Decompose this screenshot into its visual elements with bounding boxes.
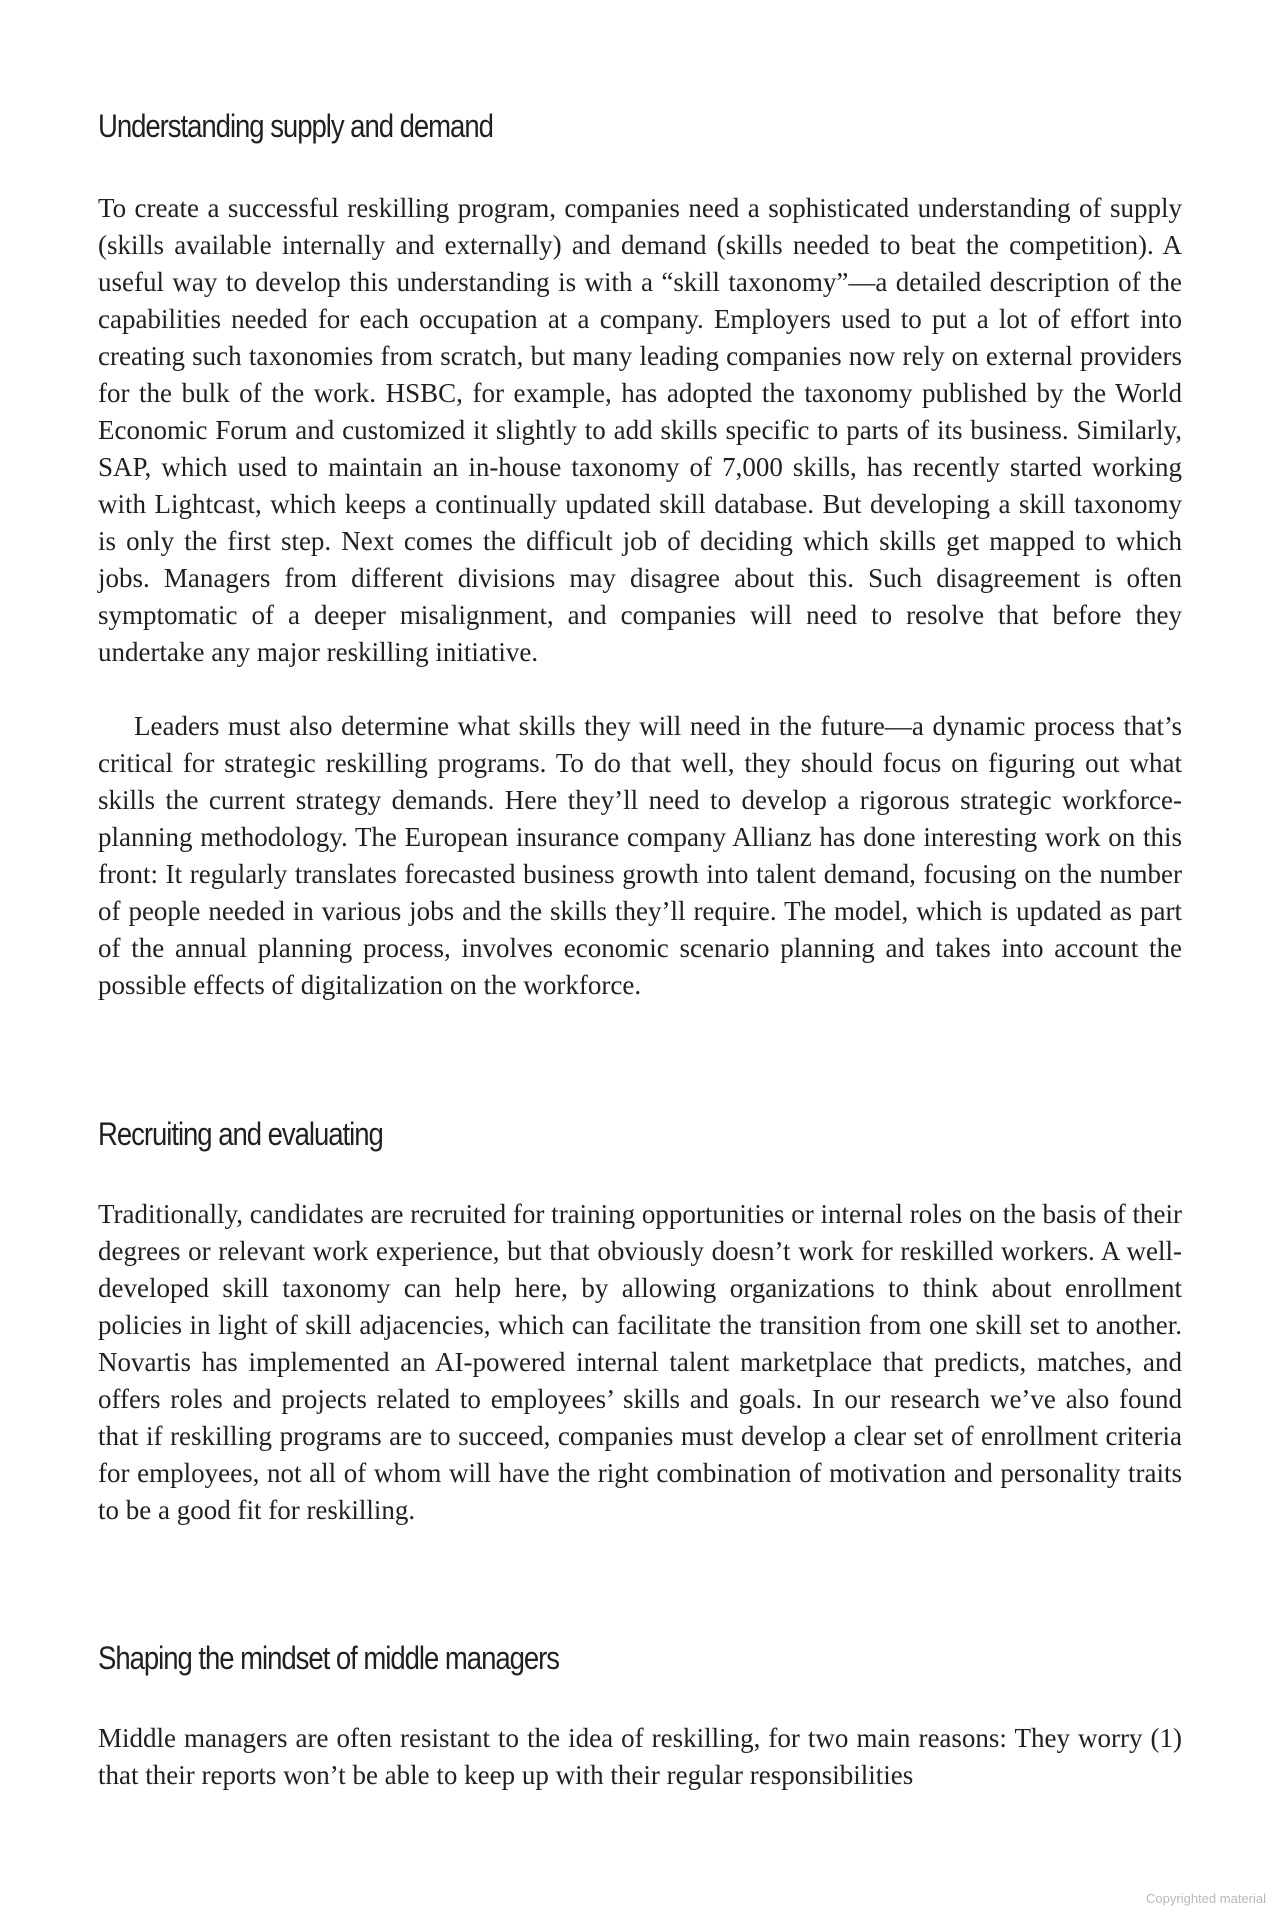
body-paragraph: Leaders must also determine what skills they will need in the future—a dynamic process that’s critical for strategic reskilling programs. To do that well, they should focus on figuring out what skills the current strategy demands. Here they’ll need to develop a rigorous strategic workforce-planning methodology. The European insurance company Allianz has done interesting work on this front: It regularly translates forecasted business growth into talent demand, focusing on the number of people needed in various jobs and the skills they’ll require. The model, which is updated as part of the annual planning process, involves economic scenario planning and takes into account the possible effects of digitalization on the workforce. [98,711,1182,1000]
body-paragraph: Middle managers are often resistant to the idea of reskilling, for two main reasons: They worry (1) that their reports won’t be able to keep up with their regular responsibilities [98,1723,1182,1790]
section-heading-supply-demand: Understanding supply and demand [98,108,493,144]
copyright-watermark: Copyrighted material [1146,1891,1266,1906]
body-paragraph: Traditionally, candidates are recruited for training opportunities or internal roles on the basis of their degrees or relevant work experience, but that obviously doesn’t work for reskilled workers. A well-developed skill taxonomy can help here, by allowing organizations to think about enrollment policies in light of skill adjacencies, which can facilitate the transition from one skill set to another. Novartis has implemented an AI-powered internal talent marketplace that predicts, matches, and offers roles and projects related to employees’ skills and goals. In our research we’ve also found that if reskilling programs are to succeed, companies must develop a clear set of enrollment criteria for employees, not all of whom will have the right combination of motivation and personality traits to be a good fit for reskilling. [98,1199,1182,1525]
section-heading-middle-managers: Shaping the mindset of middle managers [98,1640,560,1676]
section-heading-recruiting: Recruiting and evaluating [98,1116,383,1152]
body-paragraph: To create a successful reskilling program, companies need a sophisticated understanding of supply (skills available internally and externally) and demand (skills needed to beat the competition). A useful way to develop this understanding is with a “skill taxonomy”—a detailed description of the capabilities needed for each occupation at a company. Employers used to put a lot of effort into creating such taxonomies from scratch, but many leading companies now rely on external providers for the bulk of the work. HSBC, for example, has adopted the taxonomy published by the World Economic Forum and customized it slightly to add skills specific to parts of its business. Similarly, SAP, which used to maintain an in-house taxonomy of 7,000 skills, has recently started working with Lightcast, which keeps a continually updated skill database. But developing a skill taxonomy is only the first step. Next comes the difficult job of deciding which skills get mapped to which jobs. Managers from different divisions may disagree about this. Such disagreement is often symptomatic of a deeper misalignment, and companies will need to resolve that before they undertake any major reskilling initiative. [98,193,1182,667]
